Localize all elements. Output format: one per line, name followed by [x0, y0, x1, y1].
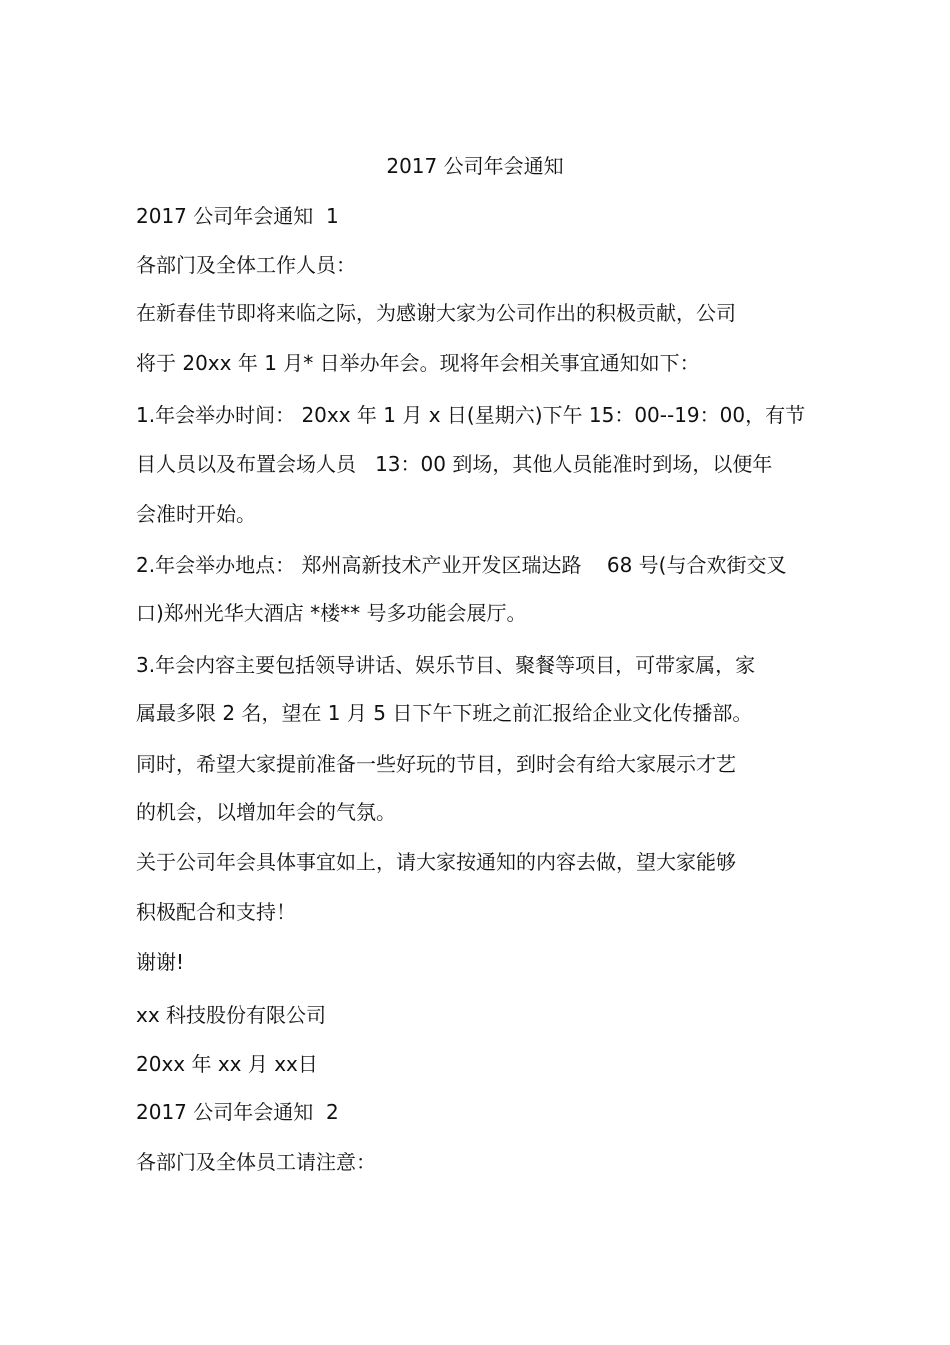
thanks-line: 谢谢!: [136, 950, 185, 974]
document-title: 2017 公司年会通知: [386, 154, 564, 178]
salutation-2: 各部门及全体员工请注意：: [136, 1150, 376, 1174]
company-signature: xx 科技股份有限公司: [136, 1003, 327, 1027]
paragraph-line: 在新春佳节即将来临之际，为感谢大家为公司作出的积极贡献，公司: [136, 301, 736, 325]
signature-date: 20xx 年 xx 月 xx日: [136, 1052, 318, 1076]
paragraph-line: 会准时开始。: [136, 502, 256, 526]
paragraph-line: 的机会，以增加年会的气氛。: [136, 800, 396, 824]
paragraph-line: 将于 20xx 年 1 月* 日举办年会。现将年会相关事宜通知如下：: [136, 351, 700, 375]
item-3-content: 3.年会内容主要包括领导讲话、娱乐节目、聚餐等项目，可带家属，家: [136, 653, 756, 677]
item-2-location: 2.年会举办地点： 郑州高新技术产业开发区瑞达路 68 号(与合欢街交叉: [136, 553, 787, 577]
paragraph-line: 积极配合和支持！: [136, 900, 296, 924]
paragraph-line: 属最多限 2 名，望在 1 月 5 日下午下班之前汇报给企业文化传播部。: [136, 701, 753, 725]
section-heading-1: 2017 公司年会通知 1: [136, 204, 339, 228]
salutation-1: 各部门及全体工作人员：: [136, 253, 356, 277]
paragraph-line: 同时，希望大家提前准备一些好玩的节目，到时会有给大家展示才艺: [136, 752, 736, 776]
section-heading-2: 2017 公司年会通知 2: [136, 1100, 339, 1124]
paragraph-line: 关于公司年会具体事宜如上，请大家按通知的内容去做，望大家能够: [136, 850, 736, 874]
paragraph-line: 口)郑州光华大酒店 *楼** 号多功能会展厅。: [136, 601, 527, 625]
paragraph-line: 目人员以及布置会场人员 13：00 到场，其他人员能准时到场，以便年: [136, 452, 773, 476]
item-1-time: 1.年会举办时间： 20xx 年 1 月 x 日(星期六)下午 15：00--19：00，有节: [136, 403, 806, 427]
